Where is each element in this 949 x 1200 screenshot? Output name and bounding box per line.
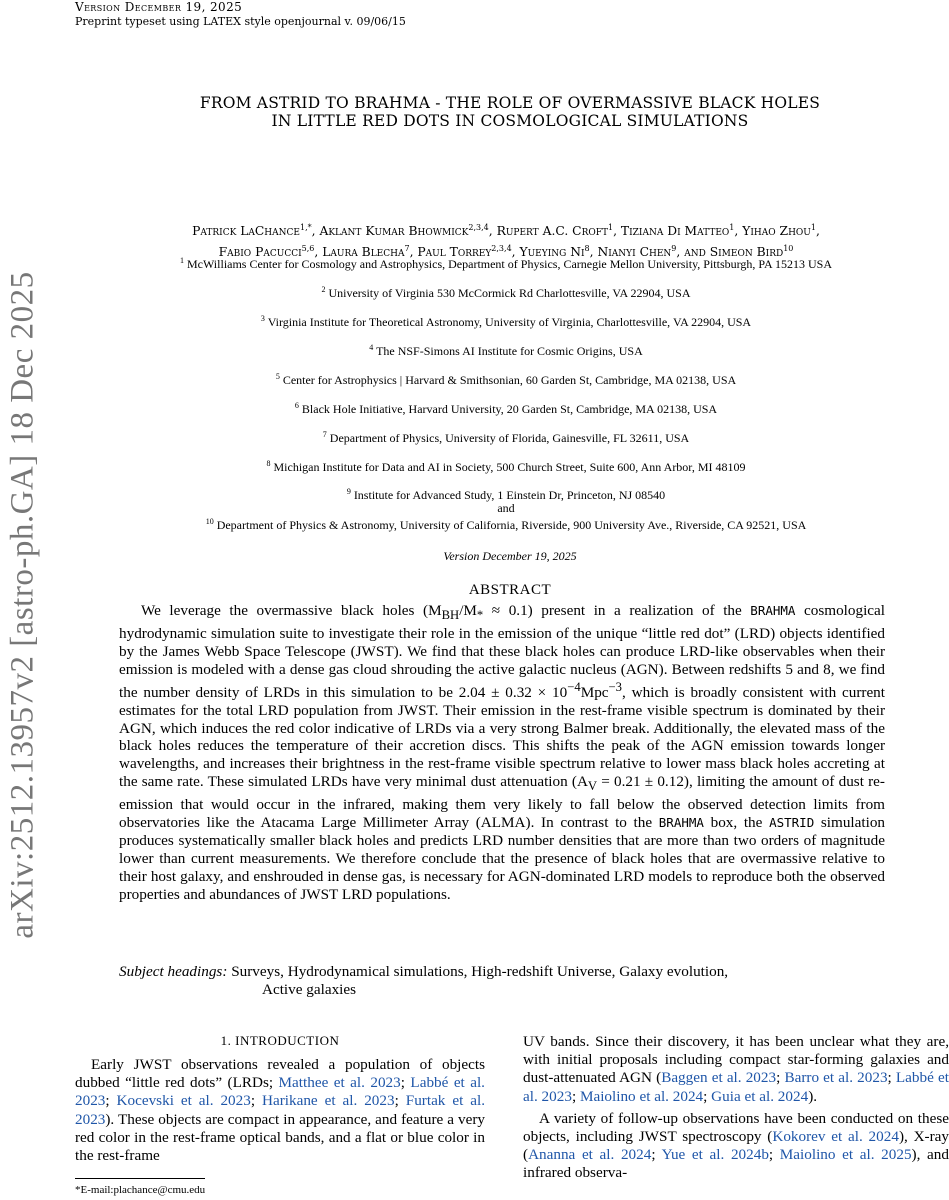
left-column [75, 1056, 485, 1165]
author-affil: 10 [783, 244, 794, 254]
body-text: ), and infrared observa- [523, 1146, 949, 1182]
abstract-text: box, the [703, 814, 770, 832]
abstract-text: cosmological hydrodynamic simulation suite to investigate their role in the emission of the unique “little red dot” (LRD) objects identified by the James Webb Space Telescope (JWST). We find that these black holes can produce LRD-like observables when their emission is modeled with a dense gas cloud shrouding the active galactic nucleus (AGN). Between redshifts 5 and 8, we find the number density of LRDs in this simulation to be 2.04 ± 0.32 × 10 [119, 602, 885, 701]
affiliation-number: 6 [294, 401, 299, 410]
footnote-rule [75, 1178, 205, 1179]
author-line-1: Patrick LaChance$^{1,*}$, Aklant Kumar Bhowmick$^{2,3,4}$, Rupert A.C. Croft$^1$, Tiziana Di Matteo$^1$, Yihao Zhou$^1$, [192, 223, 820, 239]
intro-paragraph-2 [523, 1110, 949, 1183]
affiliation-number: 2 [321, 285, 326, 294]
body-text: ; [776, 1069, 785, 1087]
sim-name: ASTRID [769, 815, 815, 831]
abstract-math-sub: V [587, 779, 598, 794]
citation-link[interactable]: Guia et al. 2024 [711, 1087, 809, 1105]
affiliation-text: Institute for Advanced Study, 1 Einstein Dr, Princeton, NJ 08540 [353, 488, 666, 502]
version-date: Version December 19, 2025 [443, 549, 577, 563]
abstract-math-sub: * [476, 608, 484, 623]
affiliation [62, 372, 949, 388]
author-name: Patrick LaChance [192, 224, 300, 239]
affiliation-text: Michigan Institute for Data and AI in Society, 500 Church Street, Suite 600, Ann Arbor, MI 48109 [273, 460, 746, 474]
sim-name: BRAHMA [750, 603, 796, 618]
affiliation-text: The NSF-Simons AI Institute for Cosmic Origins, USA [376, 344, 643, 358]
author-affil: 8 [584, 244, 590, 254]
body-text: ; [400, 1074, 411, 1092]
affiliation [62, 430, 949, 446]
author-name: and Simeon Bird [684, 245, 784, 260]
affiliation-number: 9 [346, 487, 351, 496]
body-text: ; [651, 1146, 662, 1164]
right-column [523, 1033, 949, 1183]
author-affil: 1 [810, 223, 816, 232]
body-text: ; [105, 1092, 117, 1110]
title-line-1: FROM ASTRID TO BRAHMA - THE ROLE OF OVERMASSIVE BLACK HOLES [199, 94, 821, 112]
citation-link[interactable]: Kocevski et al. 2023 [116, 1092, 251, 1110]
body-text: ; [250, 1092, 262, 1110]
citation-link[interactable]: Maiolino et al. 2024 [579, 1087, 704, 1105]
affiliation [62, 314, 949, 330]
header-version: Version December 19, 2025 [75, 0, 243, 14]
author-affil: 2,3,4 [491, 244, 512, 254]
abstract-body [119, 602, 885, 904]
author-name: Yueying Ni [519, 245, 585, 260]
author-affil: 9 [671, 244, 677, 254]
footnote-email: *E-mail:plachance@cmu.edu [75, 1184, 206, 1196]
title-line-2: IN LITTLE RED DOTS IN COSMOLOGICAL SIMULATIONS [271, 112, 749, 130]
abstract-math-sup: −3 [608, 679, 623, 694]
paper-title [75, 94, 945, 130]
subject-label: Subject headings: [119, 963, 228, 980]
affiliation [62, 285, 949, 301]
body-text: ; [571, 1087, 580, 1105]
citation-link[interactable]: Ananna et al. 2024 [528, 1146, 652, 1164]
abstract-math: Mpc [580, 683, 609, 701]
affiliation-number: 7 [322, 430, 327, 439]
sim-name: BRAHMA [658, 815, 704, 831]
citation-link[interactable]: Furtak et al. 2023 [75, 1092, 485, 1128]
citation-link[interactable]: Matthee et al. 2023 [278, 1074, 401, 1092]
intro-paragraph [75, 1056, 485, 1165]
affiliation-text: Department of Physics & Astronomy, University of California, Riverside, 900 University Ave., Riverside, CA 92521, USA [216, 518, 807, 532]
affiliation-text: Virginia Institute for Theoretical Astronomy, University of Virginia, Charlottesville, VA 22904, USA [267, 315, 752, 329]
author-affil: 1 [729, 223, 735, 232]
subject-list-2: Active galaxies [262, 981, 357, 998]
affiliation-number: 8 [266, 459, 271, 468]
affiliation-number: 1 [179, 256, 184, 265]
affiliation-number: 5 [275, 372, 280, 381]
affiliation [62, 401, 949, 417]
citation-link[interactable]: Harikane et al. 2023 [262, 1092, 395, 1110]
body-text: ). These objects are compact in appearance, and feature a very red color in the rest-frame optical bands, and a flat or blue color in the rest-frame [75, 1110, 485, 1165]
affiliation-text: University of Virginia 530 McCormick Rd Charlottesville, VA 22904, USA [328, 286, 691, 300]
abstract-text: We leverage the overmassive black holes ( [141, 602, 429, 619]
abstract-text: = 0.21 ± 0.12), limiting the amount of dust re-emission that would occur in the infrared, making them very likely to fall below the observed detection limits from observatories like the Atacama Large Millimeter Array (ALMA). In contrast to the [119, 773, 885, 832]
body-text: ; [394, 1092, 406, 1110]
subject-headings [119, 963, 949, 999]
author-name: Nianyi Chen [597, 245, 672, 260]
author-affil: 2,3,4 [468, 223, 489, 232]
author-name: Tiziana Di Matteo [620, 224, 730, 239]
citation-link[interactable]: Baggen et al. 2023 [661, 1069, 777, 1087]
subject-list-1: Surveys, Hydrodynamical simulations, High-redshift Universe, Galaxy evolution, [231, 963, 729, 980]
abstract-text: simulation produces systematically smaller black holes and predicts LRD number densities that are more than two orders of magnitude lower than current measurements. We therefore conclude that the presence of black holes that are overmassive relative to their host galaxy, and enshrouded in dense gas, is necessary for AGN-dominated LRD models to reproduce both the observed properties and abundances of JWST LRD populations. [119, 814, 886, 903]
body-text: ; [768, 1146, 780, 1164]
body-text: ). [808, 1087, 818, 1105]
affiliation [62, 517, 949, 533]
affiliation-text: Department of Physics, University of Florida, Gainesville, FL 32611, USA [329, 431, 690, 445]
body-text: UV bands. Since their discovery, it has been unclear what they are, with initial proposals including compact star-forming galaxies and dust-attenuated AGN ( [523, 1033, 949, 1087]
abstract-text: , which is broadly consistent with current estimates for the total LRD population from JWST. Their emission in the rest-frame visible spectrum is dominated by their AGN, which induces the red color indicative of LRDs via a very strong Balmer break. Additionally, the elevated mass of the black holes reduces the temperature of their accretion discs. This shifts the peak of the AGN emission towards longer wavelengths, and increases their brightness in the rest-frame visible spectrum relative to lower mass black holes accreting at the same rate. These simulated LRDs have very minimal dust attenuation (A [119, 683, 885, 791]
author-name: Rupert A.C. Croft [496, 224, 608, 239]
intro-paragraph-cont [523, 1033, 949, 1106]
affiliation-text: Black Hole Initiative, Harvard University, 20 Garden St, Cambridge, MA 02138, USA [301, 402, 718, 416]
affiliation [62, 487, 949, 516]
body-text: A variety of follow-up observations have been conducted on these objects, including JWST spectroscopy ( [523, 1109, 949, 1146]
citation-link[interactable]: Kokorev et al. 2024 [772, 1128, 899, 1146]
citation-link[interactable]: Barro et al. 2023 [784, 1069, 888, 1087]
abstract-heading: ABSTRACT [468, 582, 552, 598]
author-list [62, 219, 949, 261]
affiliation [62, 343, 949, 359]
body-text: ), X-ray ( [523, 1128, 949, 1164]
author-line-2: Fabio Pacucci$^{5,6}$, Laura Blecha$^7$, Paul Torrey$^{2,3,4}$, Yueying Ni$^8$, Nianyi Chen$^9$, and Simeon Bird$^{10}$ [218, 244, 794, 260]
affiliation-text: McWilliams Center for Cosmology and Astrophysics, Department of Physics, Carnegie Mellon University, Pittsburgh, PA 15213 USA [186, 257, 833, 271]
affiliation [62, 459, 949, 475]
section-heading: 1. INTRODUCTION [220, 1033, 340, 1048]
body-text: ; [703, 1087, 712, 1105]
abstract-math-sup: −4 [567, 679, 581, 694]
affiliation-text: Center for Astrophysics | Harvard & Smithsonian, 60 Garden St, Cambridge, MA 02138, USA [282, 373, 737, 387]
abstract-math-sub: BH [441, 608, 460, 623]
author-affil: 7 [404, 244, 410, 254]
affiliation-number: 10 [205, 517, 214, 526]
header-preprint: Preprint typeset using LATEX style openjournal v. 09/06/15 [75, 15, 406, 28]
citation-link[interactable]: Labbé et al. 2023 [523, 1069, 949, 1105]
arxiv-sidebar [0, 255, 46, 955]
author-affil: 1,* [299, 223, 312, 232]
abstract-math: M [428, 602, 442, 619]
author-affil: 1 [607, 223, 614, 232]
citation-link[interactable]: Yue et al. 2024b [661, 1146, 769, 1164]
affiliation-number: 4 [369, 343, 374, 352]
abstract-text: ≈ 0.1) present in a realization of the [483, 602, 751, 619]
author-name: Aklant Kumar Bhowmick [319, 224, 469, 239]
citation-link[interactable]: Maiolino et al. 2025 [779, 1146, 912, 1164]
body-text: ; [887, 1069, 896, 1087]
author-affil: 5,6 [301, 244, 315, 254]
author-name: Paul Torrey [417, 245, 492, 260]
author-name: Fabio Pacucci [218, 245, 302, 260]
affiliation-number: 3 [260, 314, 265, 323]
body-text: Early JWST observations revealed a population of objects dubbed “little red dots” (LRDs; [75, 1056, 485, 1092]
author-name: Laura Blecha [322, 245, 405, 260]
author-name: Yihao Zhou [742, 224, 811, 239]
abstract-math: /M [459, 602, 477, 619]
arxiv-identifier: arXiv:2512.13957v2 [astro-ph.GA] 18 Dec 2025 [4, 271, 41, 939]
and-word: and [497, 501, 515, 515]
affiliation [62, 256, 949, 272]
citation-link[interactable]: Labbé et al. 2023 [75, 1074, 485, 1110]
